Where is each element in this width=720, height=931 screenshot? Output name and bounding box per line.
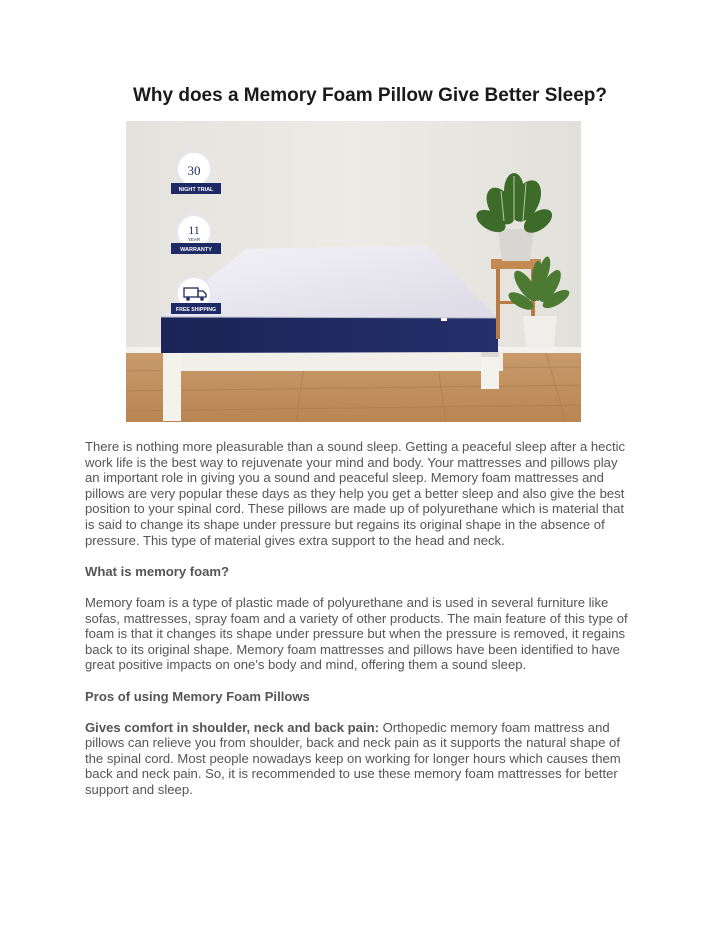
pro-point-label: Gives comfort in shoulder, neck and back pain: [85, 719, 379, 735]
section-heading-pros: Pros of using Memory Foam Pillows [85, 688, 310, 704]
pro-point-text: Orthopedic memory foam mattress and pillows can relieve you from shoulder, back and neck pain as it supports the natural shape of the spinal cord. Most people nowadays keep on working for longer hours which causes them back and neck pain. So, it is recommended to use these memory foam mattresses for better support and sleep. [85, 719, 621, 798]
intro-paragraph: There is nothing more pleasurable than a sound sleep. Getting a peaceful sleep after a hectic work life is the best way to rejuvenate your mind and body. Your mattresses and pillows play an important role in giving you a sound and peaceful sleep. Memory foam mattresses and pillows are very popular these days as they help you get a better sleep and also give the best position to your spinal cord. These pillows are made up of polyurethane which is material that is said to change its shape under pressure but regains its original shape in the absence of pressure. This type of material gives extra support to the head and neck. [85, 439, 626, 548]
section-heading-memory-foam: What is memory foam? [85, 563, 230, 579]
pro-point-paragraph [85, 720, 635, 798]
svg-text:YEAR: YEAR [187, 237, 201, 242]
svg-text:30: 30 [187, 163, 201, 178]
svg-text:FREE SHIPPING: FREE SHIPPING [175, 307, 217, 313]
article-body [85, 439, 635, 798]
svg-text:NIGHT TRIAL: NIGHT TRIAL [178, 187, 214, 193]
mattress-photo [126, 121, 581, 422]
memory-foam-paragraph: Memory foam is a type of plastic made of polyurethane and is used in several furniture like sofas, mattresses, spray foam and a variety of other products. The main feature of this type of foam is that it changes its shape under pressure but when the pressure is removed, it regains back to its original shape. Memory foam mattresses and pillows have been identified to have great positive impacts on one's body and mind, offering them a sound sleep. [85, 594, 628, 673]
svg-text:11: 11 [188, 223, 200, 237]
page-title: Why does a Memory Foam Pillow Give Better Sleep? [132, 85, 608, 106]
svg-text:WARRANTY: WARRANTY [180, 247, 212, 253]
